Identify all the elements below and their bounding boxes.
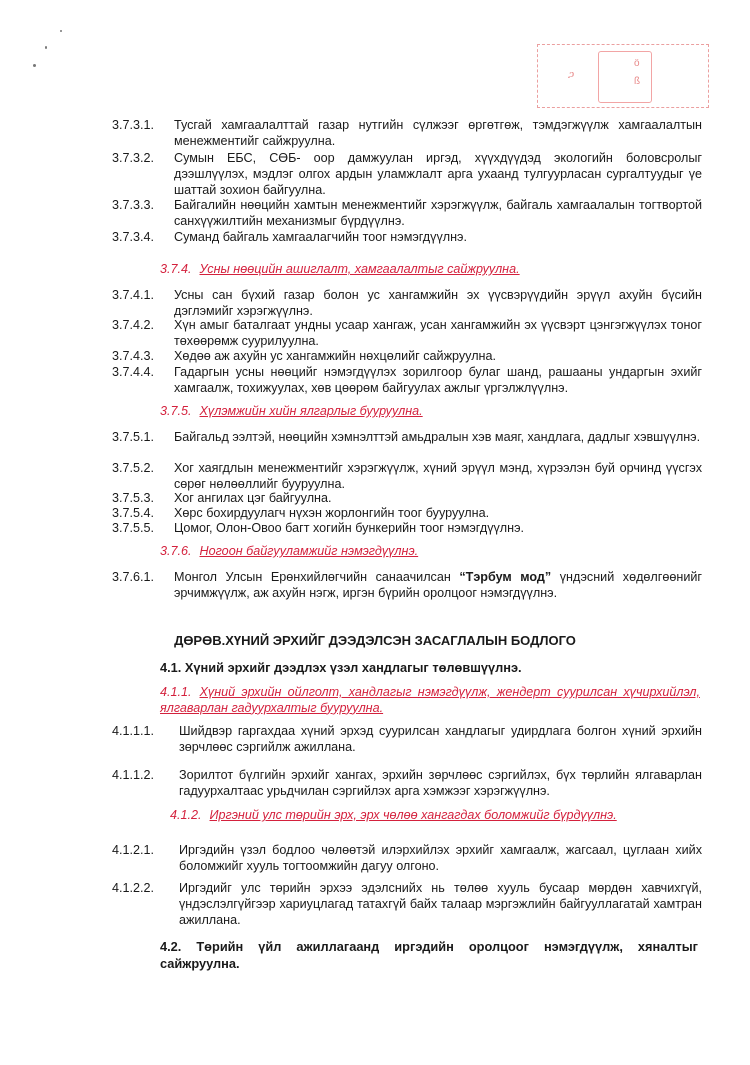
- item-number: 4.1.1.2.: [112, 768, 155, 782]
- scan-speck: [33, 64, 36, 67]
- item-number: 4.1.1.1.: [112, 724, 155, 738]
- item-text: Сумын ЕБС, СӨБ- оор дамжуулан иргэд, хүүхдүүдэд экологийн боловсролыг дээшлүүлэх, мэдлэг олгох ардын уламжлалт арга ухаанд тулгуурласан сургалтуудыг үе шаттай зохион байгуулна.: [174, 151, 702, 197]
- subsection-title: Усны нөөцийн ашиглалт, хамгаалалтыг сайжруулна.: [199, 262, 520, 276]
- item-text: Тусгай хамгаалалттай газар нутгийн сүлжээг өргөтгөж, тэмдэгжүүлж хамгаалалтын менежментийг сайжруулна.: [174, 118, 702, 148]
- item-text: Суманд байгаль хамгаалагчийн тоог нэмэгдүүлнэ.: [174, 230, 467, 244]
- subsection-title: Ногоон байгууламжийг нэмэгдүүлнэ.: [199, 544, 419, 558]
- item-number: 3.7.5.1.: [112, 430, 155, 444]
- subsection-title: Иргэний улс төрийн эрх, эрх чөлөө хангагдах боломжийг бүрдүүлнэ.: [209, 808, 617, 822]
- item-text: Байгалийн нөөцийн хамтын менежментийг хэрэгжүүлж, байгаль хамгаалалын тогтвортой санхүүжилтийн механизмыг бүрдүүлнэ.: [174, 198, 702, 228]
- subsection-number: 4.1.2.: [170, 808, 202, 822]
- item-number: 3.7.3.2.: [112, 151, 155, 165]
- item-text: Зорилтот бүлгийн эрхийг хангах, эрхийн зөрчлөөс сэргийлэх, бүх төрлийн ялгаварлан гадуурхалтаас урьдчилан сэргийлэх арга хэмжээг хэрэгжүүлнэ.: [179, 768, 702, 798]
- subsection-number: 4.1.1.: [160, 685, 192, 699]
- subsection-number: 3.7.4.: [160, 262, 192, 276]
- item-quote: “Тэрбум мод”: [459, 570, 552, 584]
- item-number: 3.7.5.3.: [112, 491, 155, 505]
- chapter-title: ДӨРӨВ.ХҮНИЙ ЭРХИЙГ ДЭЭДЭЛСЭН ЗАСАГЛАЛЫН БОДЛОГО: [174, 633, 576, 648]
- subsection-heading: [160, 404, 423, 420]
- item-text-after: үндэсний хөдөлгөөнийг эрчимжүүлж, аж ахуйн нэгж, иргэн бүрийн оролцоог нэмэгдүүлнэ.: [174, 570, 702, 600]
- item-number: 3.7.6.1.: [112, 570, 155, 584]
- item-number: 3.7.5.5.: [112, 521, 155, 535]
- item-number: 4.1.2.1.: [112, 843, 155, 857]
- scan-speck: [45, 46, 47, 49]
- subsection-title: Хүний эрхийн ойлголт, хандлагыг нэмэгдүүлж, жендерт суурилсан хүчирхийлэл, ялгаварлан гадуурхалтыг бууруулна.: [160, 685, 700, 715]
- item-number: 3.7.3.1.: [112, 118, 155, 132]
- subsection-number: 3.7.5.: [160, 404, 192, 418]
- subsection-heading: [170, 808, 617, 824]
- item-text: [174, 570, 702, 602]
- item-number: 3.7.4.2.: [112, 318, 155, 332]
- section-heading: 4.1. Хүний эрхийг дээдлэх үзэл хандлагыг төлөвшүүлнэ.: [160, 660, 522, 675]
- item-text: Хог ангилах цэг байгуулна.: [174, 491, 332, 505]
- item-number: 3.7.3.4.: [112, 230, 155, 244]
- item-number: 3.7.5.4.: [112, 506, 155, 520]
- item-text: Хөдөө аж ахуйн ус хангамжийн нөхцөлийг сайжруулна.: [174, 349, 496, 363]
- scan-speck: [60, 30, 62, 32]
- subsection-number: 3.7.6.: [160, 544, 192, 558]
- item-number: 3.7.3.3.: [112, 198, 155, 212]
- item-text: Байгальд ээлтэй, нөөцийн хэмнэлттэй амьдралын хэв маяг, хандлага, дадлыг хэвшүүлнэ.: [174, 430, 701, 444]
- item-number: 3.7.4.3.: [112, 349, 155, 363]
- item-text: Шийдвэр гаргахдаа хүний эрхэд суурилсан хандлагыг удирдлага болгон хүний эрхийн зөрчлөөс сэргийлж ажиллана.: [179, 724, 702, 754]
- item-text: Иргэдийн үзэл бодлоо чөлөөтэй илэрхийлэх эрхийг хамгаалж, жагсаал, цуглаан хийх боломжийг хууль тогтоомжийн дагуу олгоно.: [179, 843, 702, 873]
- section-heading: 4.2. Төрийн үйл ажиллагаанд иргэдийн оролцоог нэмэгдүүлж, хяналтыг сайжруулна.: [160, 939, 698, 971]
- stamp-seal: [598, 51, 652, 103]
- subsection-heading: [160, 262, 520, 278]
- item-text: Иргэдийг улс төрийн эрхээ эдэлснийх нь төлөө хууль бусаар мөрдөн хавчихгүй, үндэслэлгүйгээр хариуцлагад татахгүй байх талаар мэргэжлийн байгууллагатай хамтран ажиллана.: [179, 881, 702, 927]
- item-number: 3.7.5.2.: [112, 461, 155, 475]
- item-text: Хөрс бохирдуулагч нүхэн жорлонгийн тоог бууруулна.: [174, 506, 490, 520]
- item-text: Гадаргын усны нөөцийг нэмэгдүүлэх зорилгоор булаг шанд, рашааны ундаргын эхийг хамгаалж, тохижуулах, хөв цөөрөм байгуулах ажлыг үргэлжлүүлнэ.: [174, 365, 702, 395]
- item-text-before: Монгол Улсын Ерөнхийлөгчийн санаачилсан: [174, 570, 460, 584]
- item-number: 3.7.4.1.: [112, 288, 155, 302]
- subsection-title: Хүлэмжийн хийн ялгарлыг бууруулна.: [199, 404, 423, 418]
- item-number: 4.1.2.2.: [112, 881, 155, 895]
- stamp-glyph: ጋ: [568, 70, 575, 81]
- stamp-glyph: ö: [634, 58, 640, 69]
- subsection-heading: [160, 685, 700, 717]
- item-text: Хүн амыг баталгаат ундны усаар хангаж, усан хангамжийн эх үүсвэрт цэнгэгжүүлэх тоног төхөөрөмж суурилуулна.: [174, 318, 702, 348]
- subsection-heading: [160, 544, 418, 560]
- item-text: Цомог, Олон-Овоо багт хогийн бункерийн тоог нэмэгдүүлнэ.: [174, 521, 525, 535]
- item-text: Хог хаягдлын менежментийг хэрэгжүүлж, хүний эрүүл мэнд, хүрээлэн буй орчинд үүсгэх сөрөг нөлөөллийг бууруулна.: [174, 461, 702, 491]
- official-stamp: [537, 44, 709, 108]
- item-text: Усны сан бүхий газар болон ус хангамжийн эх үүсвэрүүдийн эрүүл ахуйн бүсийн дэглэмийг хэрэгжүүлнэ.: [174, 288, 702, 318]
- item-number: 3.7.4.4.: [112, 365, 155, 379]
- stamp-glyph: ß: [634, 76, 641, 87]
